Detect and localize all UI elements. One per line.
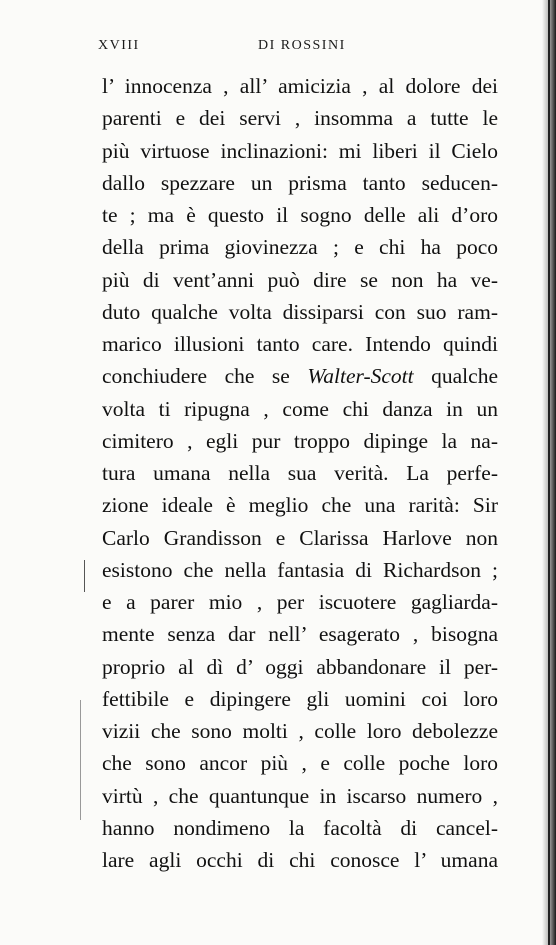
- margin-pencil-mark: [84, 560, 85, 592]
- text-segment: cimitero , egli pur troppo dipinge la na-: [102, 428, 498, 453]
- text-line: [102, 618, 498, 650]
- page-edge-line: [548, 0, 550, 945]
- text-segment: parenti e dei servi , insomma a tutte le: [102, 106, 498, 131]
- text-segment: mente senza dar nell’ esagerato , bisogna: [102, 622, 498, 647]
- margin-pencil-mark: [80, 700, 81, 820]
- text-segment: tura umana nella sua verità. La perfe-: [102, 461, 498, 485]
- text-line: [102, 812, 498, 844]
- text-segment: qualche: [413, 364, 498, 389]
- text-segment: più di vent’anni può dire se non ha ve-: [102, 267, 498, 292]
- page-number: XVIII: [98, 38, 140, 53]
- text-segment: Carlo Grandisson e Clarissa Harlove non: [102, 525, 498, 550]
- text-line: [102, 651, 498, 683]
- text-segment: esistono che nella fantasia di Richardson ;: [102, 557, 498, 582]
- text-segment: proprio al dì d’ oggi abbandonare il per-: [102, 654, 498, 679]
- italic-name: Walter-Scott: [307, 364, 414, 389]
- text-line: [102, 554, 498, 586]
- text-segment: lare agli occhi di chi conosce l’ umana: [102, 848, 498, 872]
- text-segment: virtù , che quantunque in iscarso numero ,: [102, 783, 498, 808]
- text-line: [102, 489, 498, 521]
- text-segment: più virtuose inclinazioni: mi liberi il Cielo: [102, 138, 498, 163]
- text-segment: dallo spezzare un prisma tanto seducen-: [102, 170, 498, 195]
- text-line: [102, 102, 498, 134]
- text-segment: zione ideale è meglio che una rarità: Sir: [102, 493, 498, 518]
- text-line: [102, 328, 498, 360]
- text-line: [102, 231, 498, 263]
- text-segment: hanno nondimeno la facoltà di cancel-: [102, 815, 498, 840]
- text-segment: fettibile e dipingere gli uomini coi loro: [102, 686, 498, 711]
- text-segment: che sono ancor più , e colle poche loro: [102, 751, 498, 776]
- text-line: [102, 70, 498, 102]
- text-line: [102, 393, 498, 425]
- body-text: [102, 70, 498, 876]
- running-title: DI ROSSINI: [258, 38, 346, 53]
- text-line: [102, 780, 498, 812]
- text-segment: e a parer mio , per iscuotere gagliarda-: [102, 590, 498, 614]
- text-line: [102, 844, 498, 876]
- text-segment: conchiudere che se: [102, 364, 308, 389]
- text-line: [102, 360, 498, 392]
- text-line: [102, 457, 498, 489]
- text-line: [102, 586, 498, 618]
- text-line: [102, 167, 498, 199]
- text-line: [102, 683, 498, 715]
- text-segment: te ; ma è questo il sogno delle ali d’oro: [102, 203, 498, 227]
- text-segment: vizii che sono molti , colle loro debolezze: [102, 719, 498, 743]
- text-segment: volta ti ripugna , come chi danza in un: [102, 396, 498, 421]
- text-line: [102, 522, 498, 554]
- text-line: [102, 715, 498, 747]
- text-line: [102, 199, 498, 231]
- running-head: [98, 38, 486, 58]
- text-line: [102, 135, 498, 167]
- text-segment: marico illusioni tanto care. Intendo quindi: [102, 332, 498, 356]
- text-segment: l’ innocenza , all’ amicizia , al dolore dei: [102, 74, 498, 98]
- text-segment: della prima giovinezza ; e chi ha poco: [102, 235, 498, 260]
- text-line: [102, 296, 498, 328]
- text-line: [102, 425, 498, 457]
- text-line: [102, 747, 498, 779]
- text-segment: duto qualche volta dissiparsi con suo ram-: [102, 299, 498, 324]
- text-line: [102, 264, 498, 296]
